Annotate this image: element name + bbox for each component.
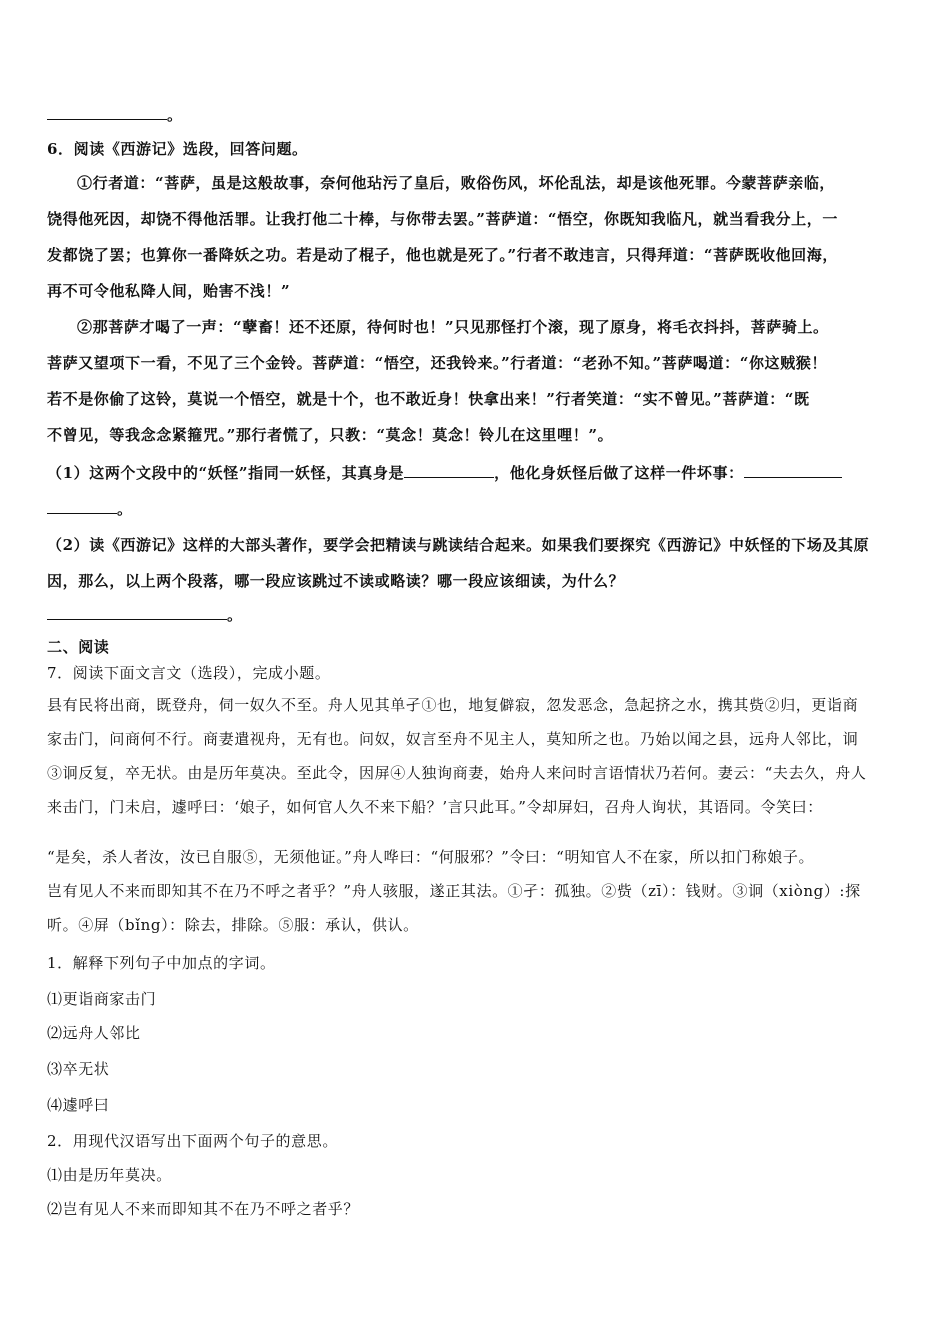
answer-blank[interactable]: [47, 607, 227, 620]
q6-para1-line: 再不可令他私降人间，贻害不浅！”: [47, 282, 291, 300]
q7-sub1-item: ⑷遽呼曰: [47, 1096, 110, 1114]
q7-sub2-item: ⑵岂有见人不来而即知其不在乃不呼之者乎？: [47, 1200, 360, 1218]
q6-sub1: （1）这两个文段中的“妖怪”指同一妖怪，其真身是 ，他化身妖怪后做了这样一件坏事：: [47, 462, 842, 483]
answer-blank[interactable]: [47, 501, 117, 514]
q6-para1-line: 发都饶了罢；也算你一番降妖之功。若是动了棍子，他也就是死了。”行者不敢违言，只得拜道：“菩萨既收他回海，: [47, 246, 838, 264]
q6-para2-line: 不曾见，等我念念紧箍咒。”那行者慌了，只教：“莫念！莫念！铃儿在这里哩！”。: [47, 426, 614, 444]
q6-sub2-answer: 。: [47, 604, 243, 625]
q6-para1-line: 饶得他死因，却饶不得他活罪。让我打他二十棒，与你带去罢。”菩萨道：“悟空，你既知我临凡，就当看我分上，一: [47, 210, 838, 228]
q7-title: 7．阅读下面文言文（选段），完成小题。: [47, 664, 331, 682]
q7-text-line: 来击门，门未启，遽呼曰：‘娘子，如何官人久不来下船？’言只此耳。”令却屏妇，召舟人询状，其语同。令笑曰：: [47, 798, 823, 816]
q6-para2-line: ②那菩萨才喝了一声：“孽畜！还不还原，待何时也！”只见那怪打个滚，现了原身，将毛衣抖抖，菩萨骑上。: [77, 318, 829, 336]
q6-para2-line: 菩萨又望项下一看，不见了三个金铃。菩萨道：“悟空，还我铃来。”行者道：“老孙不知。”菩萨喝道：“你这贼猴！: [47, 354, 827, 372]
q7-sub1-title: 1．解释下列句子中加点的字词。: [47, 954, 276, 972]
section-title: 二、阅读: [47, 638, 110, 656]
answer-blank[interactable]: [744, 465, 842, 478]
answer-blank[interactable]: [404, 465, 494, 478]
q7-text-line: 家击门，问商何不行。商妻遣视舟，无有也。问奴，奴言至舟不见主人，莫知所之也。乃始以闻之县，远舟人邻比，诇: [47, 730, 859, 748]
q6-sub1-cont: 。: [47, 498, 133, 519]
q7-text-line: “是矣，杀人者汝，汝已自服⑤，无须他证。”舟人哗曰：“何服邪？”令曰：“明知官人不在家，所以扣门称娘子。: [47, 848, 815, 866]
q7-sub1-item: ⑴更诣商家击门: [47, 990, 157, 1008]
q7-sub1-item: ⑶卒无状: [47, 1060, 110, 1078]
q7-sub2-title: 2．用现代汉语写出下面两个句子的意思。: [47, 1132, 338, 1150]
q7-text-line: 县有民将出商，既登舟，伺一奴久不至。舟人见其单孑①也，地复僻寂，忽发恶念，急起挤之水，携其赀②归，更诣商: [47, 696, 859, 714]
q6-sub2-line: 因，那么，以上两个段落，哪一段应该跳过不读或略读？哪一段应该细读，为什么？: [47, 572, 625, 590]
q7-text-line: 岂有见人不来而即知其不在乃不呼之者乎？”舟人骇服，遂正其法。①孑：孤独。②赀（zī）：钱财。③诇（xiòng）:探: [47, 882, 861, 900]
q6-para2-line: 若不是你偷了这铃，莫说一个悟空，就是十个，也不敢近身！快拿出来！”行者笑道：“实不曾见。”菩萨道：“既: [47, 390, 810, 408]
q7-text-line: ③诇反复，卒无状。由是历年莫决。至此令，因屏④人独询商妻，始舟人来问时言语情状乃若何。妻云：“夫去久，舟人: [47, 764, 867, 782]
answer-blank[interactable]: [47, 107, 167, 120]
q5-answer-line: 。: [47, 104, 183, 125]
q7-sub1-item: ⑵远舟人邻比: [47, 1024, 141, 1042]
q6-sub2-line: （2）读《西游记》这样的大部头著作，要学会把精读与跳读结合起来。如果我们要探究《西游记》中妖怪的下场及其原: [47, 536, 870, 554]
q7-sub2-item: ⑴由是历年莫决。: [47, 1166, 172, 1184]
q7-text-line: 听。④屏（bǐng）：除去，排除。⑤服：承认，供认。: [47, 916, 419, 934]
q6-title: 6．阅读《西游记》选段，回答问题。: [47, 140, 308, 158]
q6-para1-line: ①行者道：“菩萨，虽是这般故事，奈何他玷污了皇后，败俗伤风，坏伦乱法，却是该他死罪。今蒙菩萨亲临，: [77, 174, 836, 192]
